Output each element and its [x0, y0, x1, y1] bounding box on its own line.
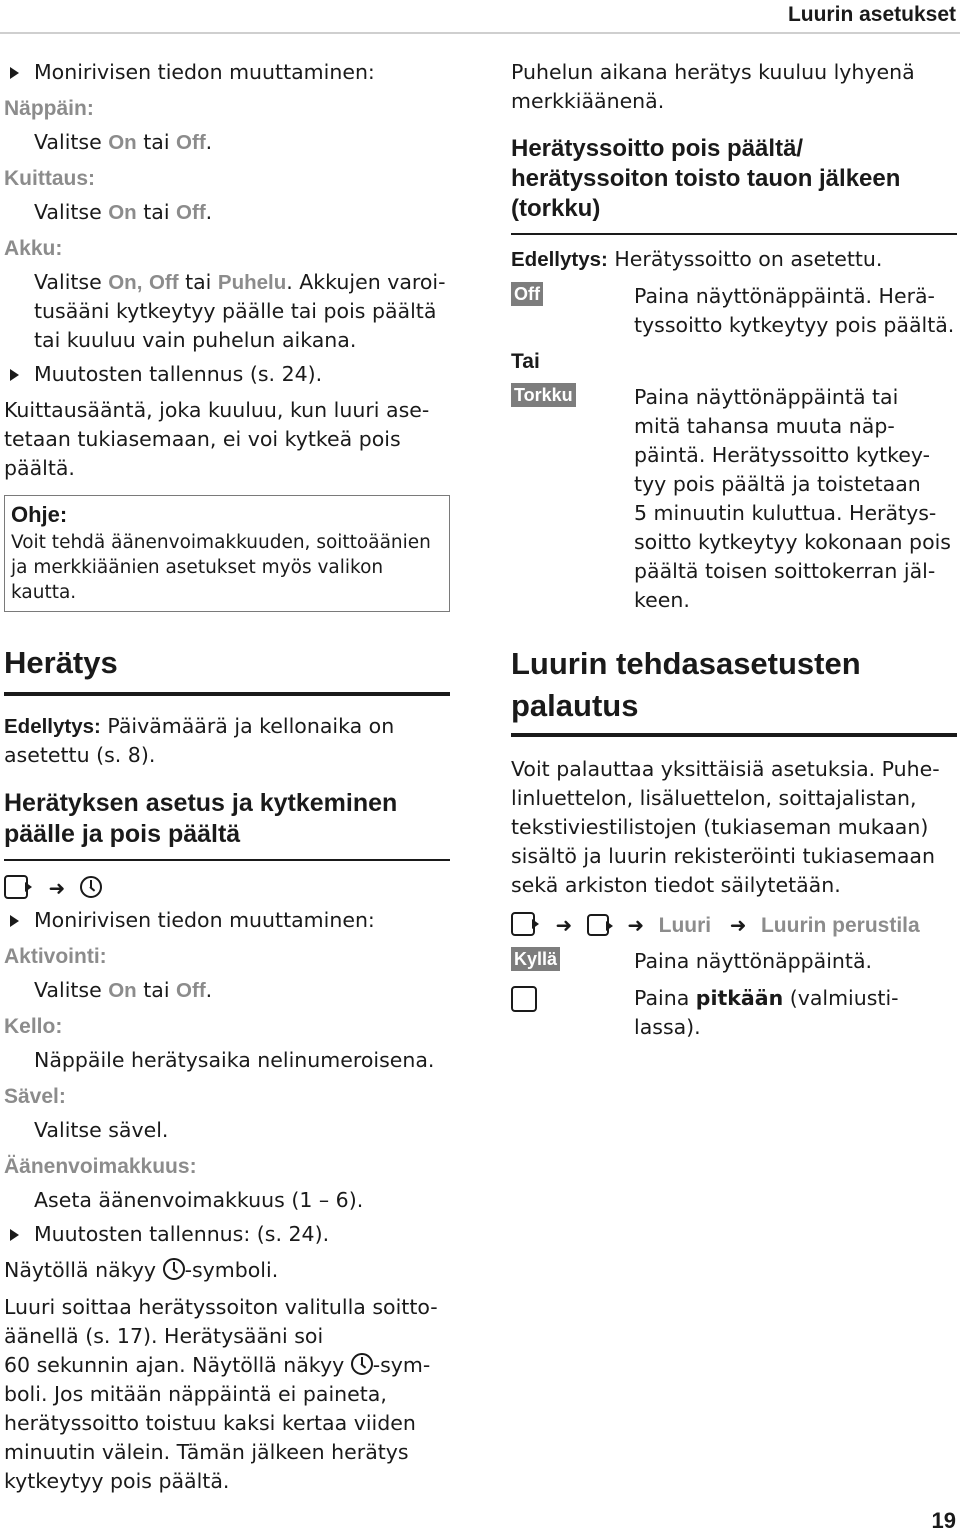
- display-symbol-line: Näytöllä näkyy -symboli.: [4, 1257, 279, 1282]
- field-value-volume: Aseta äänenvoimakkuus (1 – 6).: [34, 1187, 364, 1212]
- alarm-final-paragraph: Luuri soittaa herätyssoiton valitulla soitto- äänellä (s. 17). Herätysääni soi 60 sekunnin ajan. Näytöllä näkyy -sym- boli. Jos mitään näppäintä ei paineta, herätyssoitto toistuu kaksi kertaa viiden minuutin välein. Tämän jälkeen herätys kytkeytyy pois päältä.: [4, 1294, 438, 1493]
- right-column: [511, 58, 957, 1042]
- menu-item-luuri[interactable]: Luuri: [658, 913, 712, 937]
- page-header-title: Luurin asetukset: [787, 3, 956, 26]
- field-value-nappain: Valitse On tai Off.: [34, 130, 213, 154]
- factory-reset-title: Luurin tehdasasetusten palautus: [511, 645, 861, 723]
- or-label: Tai: [511, 349, 540, 373]
- arrow-right-icon: ➜: [729, 912, 747, 937]
- kuittaus-paragraph: Kuittausääntä, joka kuuluu, kun luuri ase- tetaan tukiasemaan, ei voi kytkeä pois päältä.: [4, 398, 430, 480]
- field-label-savel: Sävel:: [4, 1084, 66, 1108]
- menu-icon: [511, 912, 535, 936]
- subsection-title: Herätyksen asetus ja kytkeminen päälle ja pois päältä: [4, 789, 398, 848]
- field-label-volume: Äänenvoimakkuus:: [4, 1154, 197, 1178]
- section-title-heratys: Herätys: [4, 645, 118, 680]
- field-label-akku: Akku:: [4, 237, 63, 260]
- snooze-heading: Herätyssoitto pois päältä/ herätyssoiton toisto tauon jälkeen (torkku): [511, 135, 901, 222]
- right-intro-paragraph: Puhelun aikana herätys kuuluu lyhyenä merkkiäänenä.: [511, 60, 915, 113]
- alarm-clock-icon: [351, 1353, 373, 1375]
- arrow-right-icon: ➜: [555, 912, 573, 937]
- end-call-key-icon[interactable]: [511, 986, 537, 1012]
- factory-reset-paragraph: Voit palauttaa yksittäisiä asetuksia. Puhe- linluettelon, lisäluettelon, soittajalistan, tekstiviestilistojen (tukiaseman mukaan) sisältö ja luurin rekisteröinti tukiasemaan sekä arkiston tiedot säilytetään.: [511, 756, 940, 897]
- menu-item-luurin-perustila[interactable]: Luurin perustila: [760, 913, 920, 937]
- field-value-savel: Valitse sävel.: [34, 1117, 169, 1142]
- arrow-right-icon: ➜: [627, 912, 645, 937]
- arrow-right-icon: ➜: [48, 875, 66, 900]
- note-line: Voit tehdä äänenvoimakkuuden, soittoäänien: [11, 532, 431, 553]
- field-label-aktivointi: Aktivointi:: [4, 944, 107, 968]
- bullet-save-changes: Muutosten tallennus (s. 24).: [4, 360, 450, 389]
- note-line: ja merkkiäänien asetukset myös valikon: [11, 557, 384, 578]
- bullet-save-changes-2: Muutosten tallennus: (s. 24).: [4, 1220, 450, 1249]
- subsection-rule: [4, 859, 450, 861]
- note-box: [4, 495, 450, 612]
- section-rule: [4, 692, 450, 696]
- torkku-key-row: Torkku Paina näyttönäppäintä tai mitä tahansa muuta näp- päintä. Herätyssoitto kytkey- tyy pois päältä ja toistetaan 5 minuutin kuluttua. Herätys- soitto kytkeytyy kokonaan pois päältä toisen soittokerran jäl- keen.: [511, 383, 957, 615]
- field-label-kuittaus: Kuittaus:: [4, 167, 95, 190]
- snooze-heading-rule: [511, 233, 957, 235]
- torkku-softkey[interactable]: Torkku: [511, 383, 576, 407]
- right-requirement: Edellytys: Herätyssoitto on asetettu.: [511, 246, 883, 271]
- page-number: 19: [931, 1508, 956, 1533]
- alarm-clock-icon: [163, 1258, 185, 1280]
- field-value-kello: Näppäile herätysaika nelinumeroisena.: [34, 1047, 435, 1072]
- off-softkey[interactable]: Off: [511, 282, 543, 306]
- requirement-paragraph: Edellytys: Päivämäärä ja kellonaika on asetettu (s. 8).: [4, 714, 395, 767]
- settings-tool-icon: [587, 914, 609, 936]
- field-value-aktivointi: Valitse On tai Off.: [34, 977, 213, 1002]
- field-value-kuittaus: Valitse On tai Off.: [34, 200, 213, 224]
- factory-reset-rule: [511, 733, 957, 737]
- off-key-row: Off Paina näyttönäppäintä. Herä- tyssoitto kytkeytyy pois päältä.: [511, 282, 957, 340]
- end-key-row: Paina pitkään (valmiusti- lassa).: [511, 984, 957, 1042]
- menu-path: [4, 874, 450, 906]
- reset-menu-path: [511, 908, 957, 943]
- bullet-edit-multiline: Monirivisen tiedon muuttaminen:: [4, 58, 450, 87]
- alarm-clock-icon: [80, 876, 102, 898]
- kylla-key-row: Kyllä Paina näyttönäppäintä.: [511, 947, 957, 976]
- menu-icon: [4, 875, 28, 899]
- field-label-nappain: Näppäin:: [4, 97, 94, 120]
- note-line: kautta.: [11, 582, 77, 603]
- note-title: Ohje:: [11, 502, 68, 527]
- field-value-akku: Valitse On, Off tai Puhelu. Akkujen varoi- tusääni kytkeytyy päälle tai pois päältä tai kuuluu vain puhelun aikana.: [34, 270, 446, 352]
- left-column: [4, 58, 450, 1496]
- kylla-softkey[interactable]: Kyllä: [511, 947, 560, 971]
- page-header-rule: [0, 32, 960, 34]
- field-label-kello: Kello:: [4, 1014, 63, 1038]
- bullet-edit-multiline-2: Monirivisen tiedon muuttaminen:: [4, 906, 450, 935]
